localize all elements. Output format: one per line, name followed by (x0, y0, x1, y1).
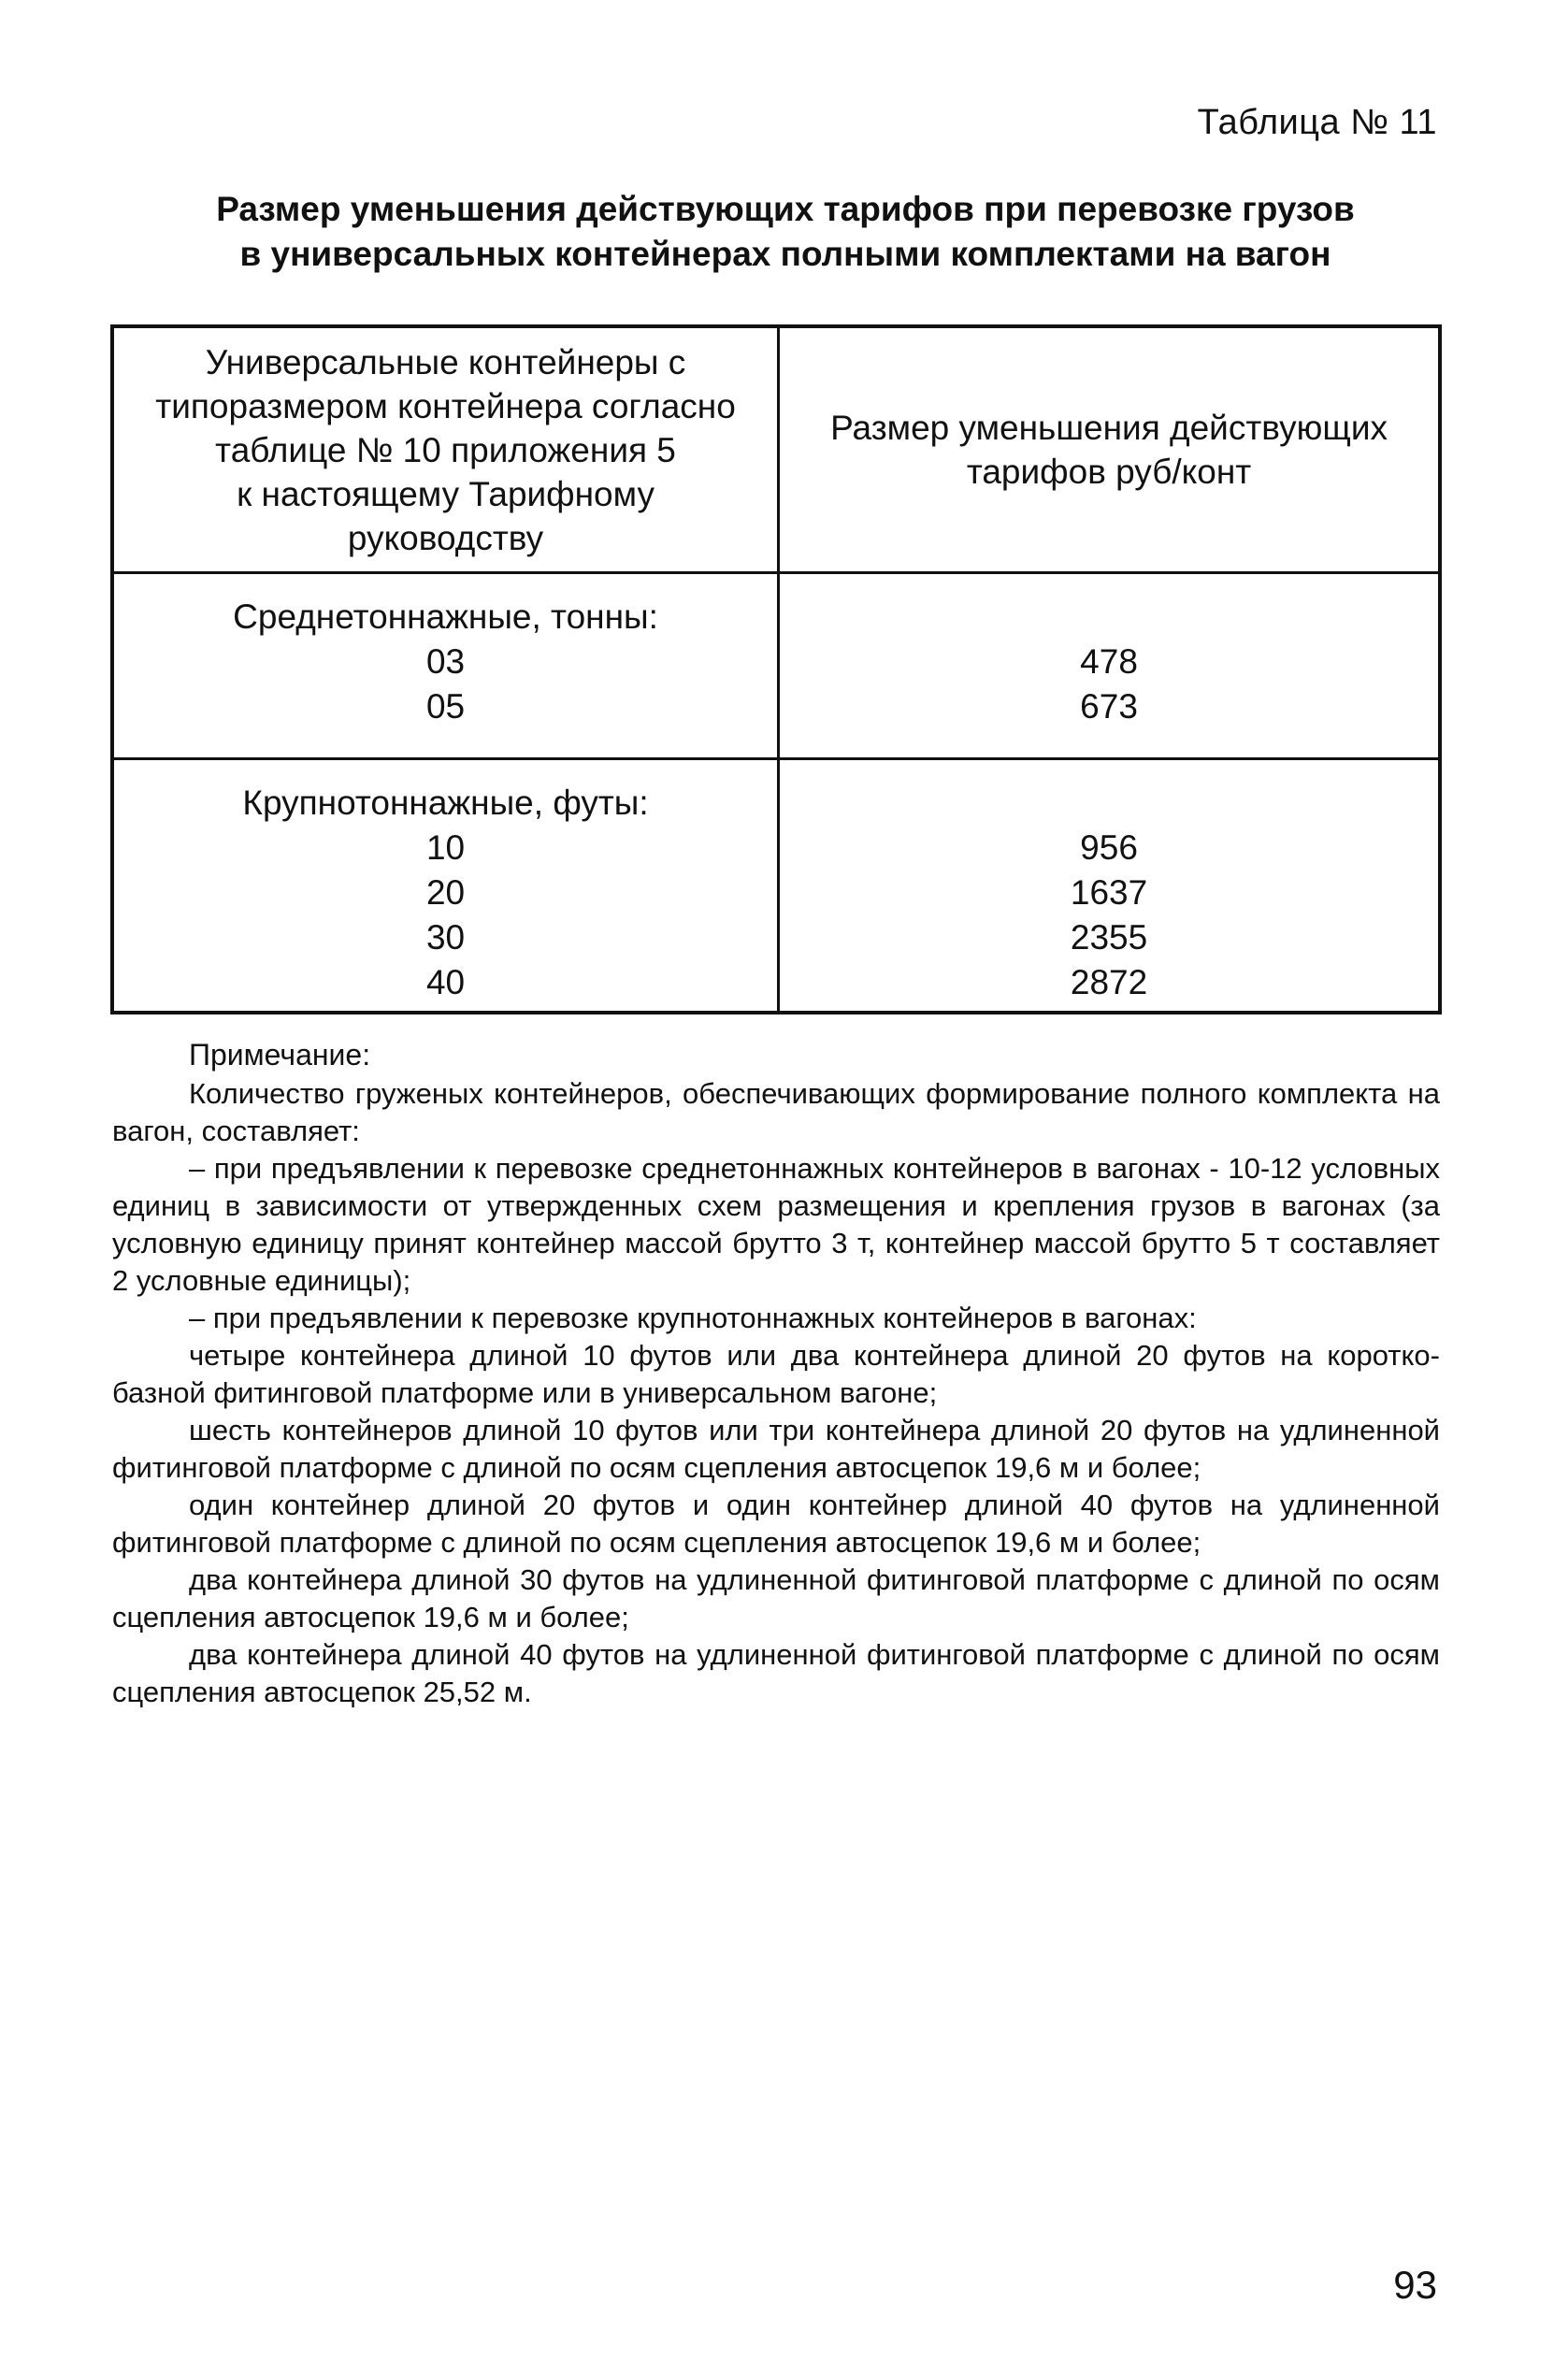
page-number: 93 (1393, 2263, 1437, 2307)
header-col1-line: руководству (347, 518, 544, 557)
container-size: 30 (425, 918, 466, 957)
reduction-value: 2355 (1070, 918, 1148, 957)
reduction-value: 2872 (1070, 963, 1148, 1001)
header-cell-container-type (112, 326, 779, 573)
header-col1-line: Универсальные контейнеры с (205, 342, 686, 381)
note-paragraph: – при предъявлении к перевозке среднетоннажных контейнеров в вагонах - 10-12 условных единиц в зависимости от утвержденных схем размещения и крепления грузов в вагонах (за условную единицу принят контейнер массой брутто 3 т, контейнер массой брутто 5 т составляет 2 условные единицы); (112, 1152, 1440, 1297)
tariff-reduction-table (110, 324, 1442, 1014)
note-paragraph: один контейнер длиной 20 футов и один контейнер длиной 40 футов на удлиненной фитинговой платформе с длиной по осям сцепления автосцепок 19,6 м и более; (112, 1489, 1440, 1559)
reduction-value: 1637 (1070, 873, 1148, 912)
note-paragraph: четыре контейнера длиной 10 футов или два контейнера длиной 20 футов на короткобазной фитинговой платформе или в универсальном вагоне; (112, 1339, 1440, 1409)
reduction-value: 673 (1080, 687, 1138, 726)
notes-label: Примечание: (189, 1038, 371, 1072)
group-cell-large-tonnage (112, 759, 779, 1014)
header-col1-line: типоразмером контейнера согласно (155, 386, 736, 425)
note-paragraph: два контейнера длиной 40 футов на удлиненной фитинговой платформе с длиной по осям сцепления автосцепок 25,52 м. (112, 1638, 1440, 1708)
container-size: 40 (425, 963, 466, 1001)
group-cell-medium-tonnage (112, 573, 779, 759)
container-size: 20 (425, 873, 466, 912)
group-values-large-tonnage (779, 759, 1440, 1014)
header-col2-line: Размер уменьшения действующих (830, 409, 1388, 447)
container-size: 03 (425, 642, 466, 681)
note-paragraph: – при предъявлении к перевозке крупнотоннажных контейнеров в вагонах: (189, 1302, 1197, 1334)
note-paragraph: шесть контейнеров длиной 10 футов или три контейнера длиной 20 футов на удлиненной фитинговой платформе с длиной по осям сцепления автосцепок 19,6 м и более; (112, 1414, 1440, 1484)
header-col1-line: таблице № 10 приложения 5 (215, 430, 676, 469)
table-row (112, 759, 1440, 1014)
value-list (780, 826, 1438, 1005)
group-label: Среднетоннажные, тонны: (233, 597, 658, 636)
container-size: 10 (425, 828, 466, 867)
table-row (112, 573, 1440, 759)
header-col2-line: тарифов руб/конт (966, 453, 1252, 491)
table-number: Таблица № 11 (1197, 103, 1437, 142)
header-cell-reduction-size (779, 326, 1440, 573)
title-line-2: в универсальных контейнерах полными комплектами на вагон (239, 235, 1331, 273)
note-paragraph: Количество груженых контейнеров, обеспечивающих формирование полного комплекта на вагон, составляет: (112, 1077, 1440, 1147)
reduction-value: 478 (1080, 642, 1138, 681)
header-col1-line: к настоящему Тарифному (237, 474, 655, 513)
table-header-row (112, 326, 1440, 573)
group-label: Крупнотоннажные, футы: (242, 784, 649, 822)
table-title (112, 187, 1459, 277)
notes-section (112, 1036, 1440, 1711)
note-paragraph: два контейнера длиной 30 футов на удлиненной фитинговой платформе с длиной по осям сцепления автосцепок 19,6 м и более; (112, 1563, 1440, 1633)
reduction-value: 956 (1080, 828, 1138, 867)
container-size: 05 (425, 687, 466, 726)
title-line-1: Размер уменьшения действующих тарифов при перевозке грузов (216, 190, 1355, 228)
value-list (780, 640, 1438, 729)
group-values-medium-tonnage (779, 573, 1440, 759)
